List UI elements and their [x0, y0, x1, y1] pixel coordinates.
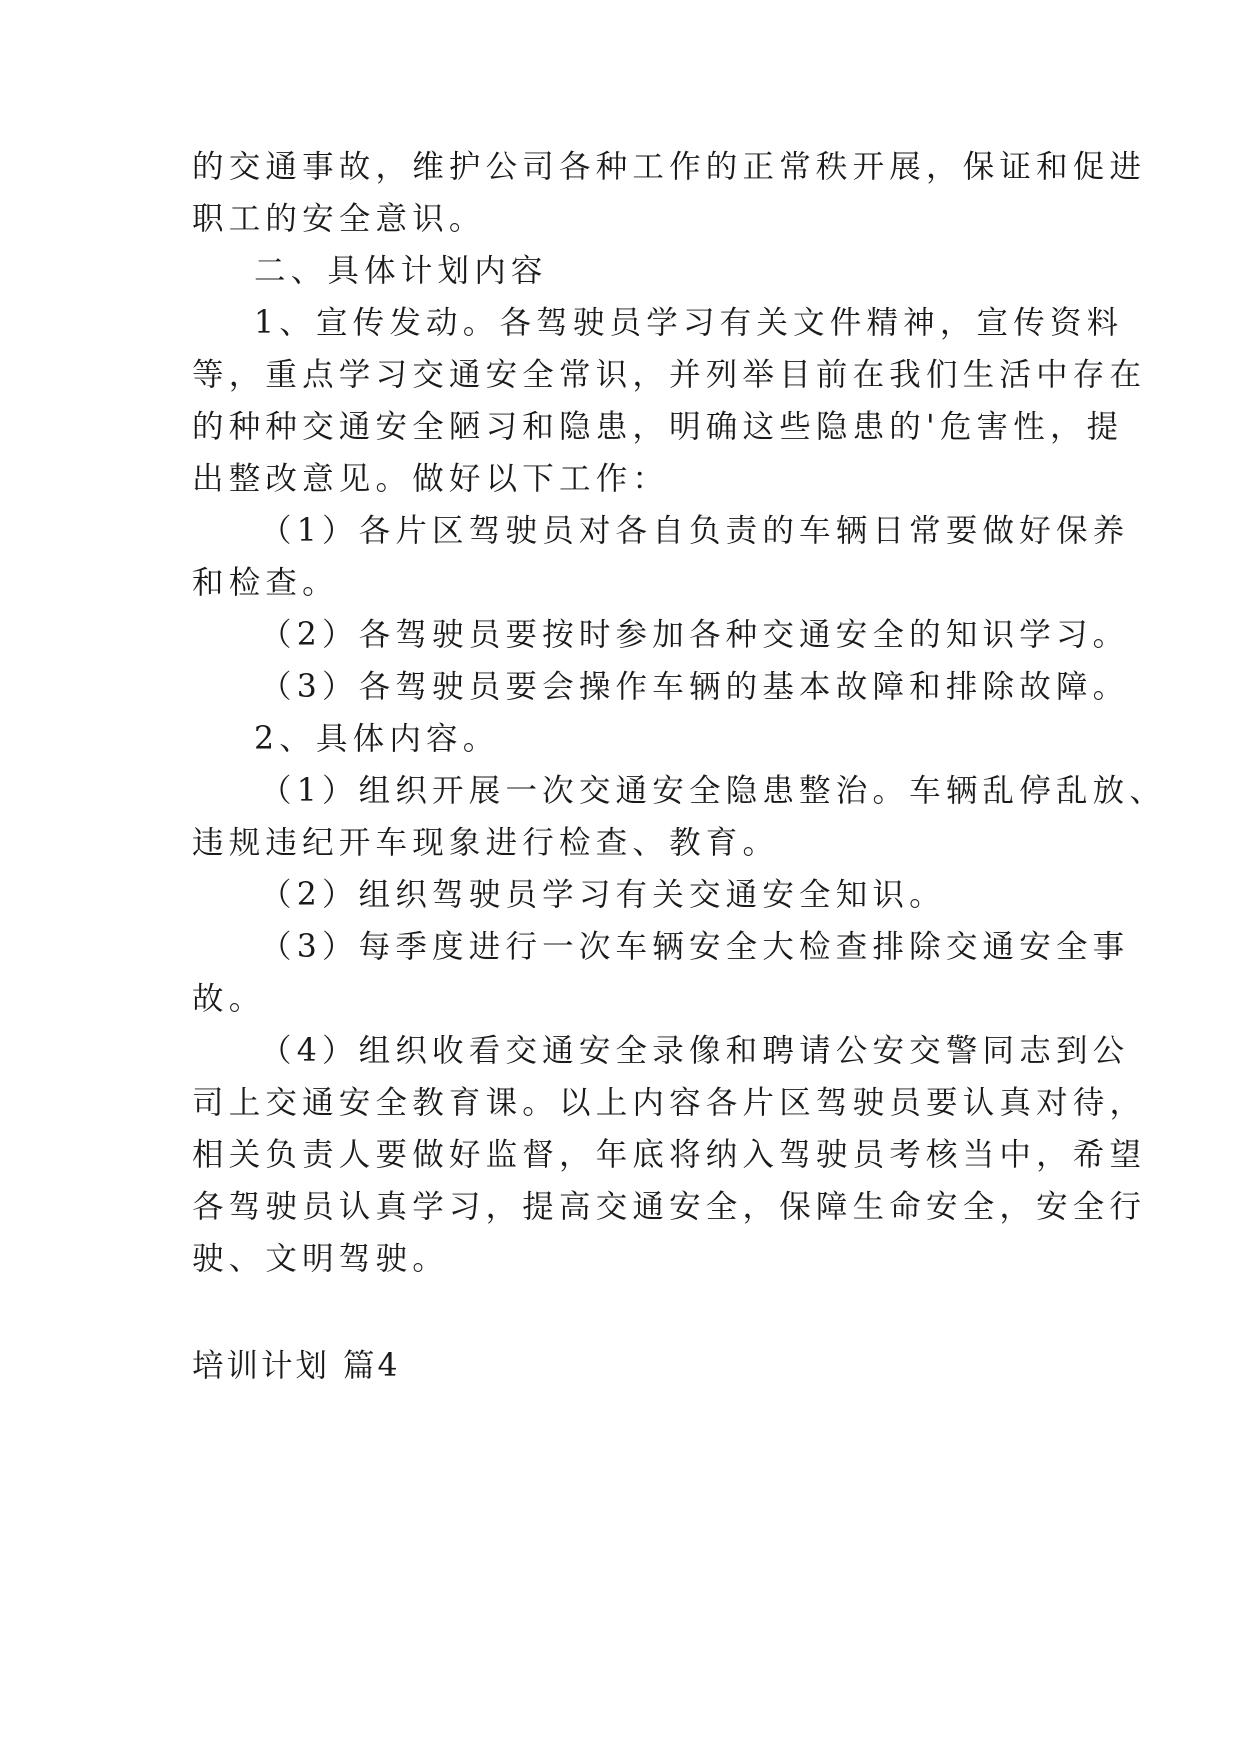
list-item-line: （4）组织收看交通安全录像和聘请公安交警同志到公 [260, 1033, 1130, 1069]
paragraph-line: 的交通事故，维护公司各种工作的正常秩开展，保证和促进 [192, 149, 1147, 185]
section-title: 培训计划 篇4 [192, 1348, 401, 1384]
list-item-line: （1）组织开展一次交通安全隐患整治。车辆乱停乱放、 [260, 773, 1167, 809]
list-item-line: （3）每季度进行一次车辆安全大检查排除交通安全事 [260, 929, 1130, 965]
list-item-line: （2）各驾驶员要按时参加各种交通安全的知识学习。 [260, 617, 1130, 653]
paragraph-line: 职工的安全意识。 [192, 201, 486, 237]
list-item-line: 各驾驶员认真学习，提高交通安全，保障生命安全，安全行 [192, 1189, 1147, 1225]
list-item-line: （2）组织驾驶员学习有关交通安全知识。 [260, 877, 946, 913]
list-item-line: 司上交通安全教育课。以上内容各片区驾驶员要认真对待， [192, 1085, 1147, 1121]
paragraph-line: 1、宣传发动。各驾驶员学习有关文件精神，宣传资料 [254, 305, 1124, 341]
section-heading: 二、具体计划内容 [254, 253, 548, 289]
paragraph-line: 的种种交通安全陋习和隐患，明确这些隐患的'危害性，提 [192, 409, 1124, 445]
list-item-line: 违规违纪开车现象进行检查、教育。 [192, 825, 780, 861]
paragraph-line: 出整改意见。做好以下工作： [192, 461, 670, 497]
list-item-line: 驶、文明驾驶。 [192, 1241, 449, 1277]
paragraph-line: 等，重点学习交通安全常识，并列举目前在我们生活中存在 [192, 357, 1147, 393]
list-item-line: 和检查。 [192, 565, 339, 601]
list-item-line: （3）各驾驶员要会操作车辆的基本故障和排除故障。 [260, 669, 1130, 705]
list-item-line: 故。 [192, 981, 266, 1017]
paragraph-line: 2、具体内容。 [254, 721, 500, 757]
list-item-line: （1）各片区驾驶员对各自负责的车辆日常要做好保养 [260, 513, 1130, 549]
list-item-line: 相关负责人要做好监督，年底将纳入驾驶员考核当中，希望 [192, 1137, 1147, 1173]
